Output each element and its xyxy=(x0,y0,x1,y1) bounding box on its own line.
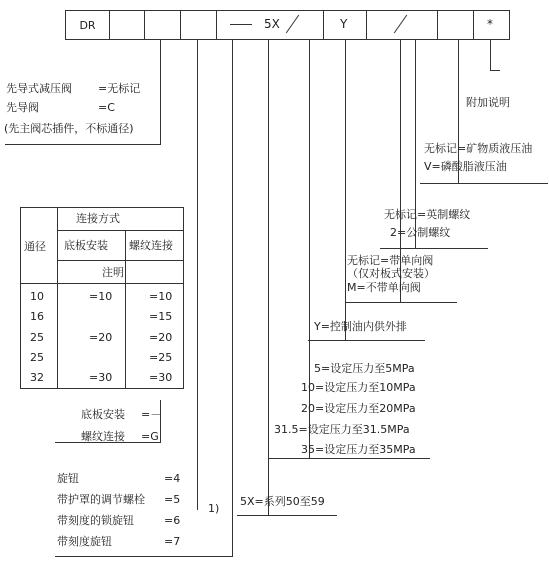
table-note: 注明 xyxy=(102,266,124,279)
code-series-slot: 5X xyxy=(264,17,280,31)
table-border xyxy=(20,283,184,284)
adjustment-label: 带护罩的调节螺栓 xyxy=(57,493,145,506)
pressure-option: 20=设定压力至20MPa xyxy=(301,402,416,415)
table-cell-subplate: =30 xyxy=(89,371,113,384)
table-border xyxy=(57,260,184,261)
code-control-slot: Y xyxy=(340,17,348,31)
leader-line xyxy=(420,183,548,184)
table-cell-size: 10 xyxy=(30,290,44,303)
adjustment-value: =6 xyxy=(164,514,181,527)
fluid-option: V=磷酸脂液压油 xyxy=(424,160,507,173)
check-valve-option: （仅对板式安装） xyxy=(347,267,435,280)
table-cell-thread: =30 xyxy=(149,371,173,384)
table-cell-thread: =25 xyxy=(149,351,173,364)
cell-divider xyxy=(180,10,181,40)
adjustment-label: 带刻度的锁旋钮 xyxy=(57,514,134,527)
leader-line xyxy=(345,40,346,340)
leader-line xyxy=(308,340,425,341)
dash-mark xyxy=(230,24,252,25)
valve-type-value: =C xyxy=(98,101,115,114)
leader-line xyxy=(197,40,198,510)
cell-divider xyxy=(109,10,110,40)
valve-type-label: 先导阀 xyxy=(6,101,39,114)
leader-line xyxy=(309,40,310,458)
pressure-option: 31.5=设定压力至31.5MPa xyxy=(274,423,410,436)
table-col-subplate: 底板安装 xyxy=(64,239,108,252)
leader-line xyxy=(490,40,491,70)
pressure-option: 5=设定压力至5MPa xyxy=(314,362,415,375)
leader-line xyxy=(345,302,457,303)
valve-type-label: 先导式减压阀 xyxy=(6,82,72,95)
table-header-size: 通径 xyxy=(24,240,46,253)
table-col-thread: 螺纹连接 xyxy=(129,239,173,252)
code-cell-prefix xyxy=(65,10,110,40)
cell-divider xyxy=(473,10,474,40)
cell-divider xyxy=(144,10,145,40)
table-border xyxy=(183,207,184,389)
cell-divider xyxy=(366,10,367,40)
code-prefix: DR xyxy=(79,18,96,32)
thread-option: 无标记=英制螺纹 xyxy=(384,208,471,221)
table-cell-thread: =15 xyxy=(149,310,173,323)
table-cell-size: 16 xyxy=(30,310,44,323)
adjustment-value: =4 xyxy=(164,472,181,485)
table-border xyxy=(57,230,184,231)
table-cell-subplate: =20 xyxy=(89,331,113,344)
leader-line xyxy=(268,40,269,515)
table-cell-thread: =20 xyxy=(149,331,173,344)
valve-type-value: =无标记 xyxy=(98,82,141,95)
valve-type-note: (先主阀芯插件，不标通径) xyxy=(4,122,134,135)
series-option: 5X=系列50至59 xyxy=(240,495,325,508)
code-last-slot: * xyxy=(487,17,493,31)
table-border xyxy=(20,207,184,208)
adjustment-label: 带刻度旋钮 xyxy=(57,535,112,548)
pressure-option: 35=设定压力至35MPa xyxy=(301,443,416,456)
adjustment-label: 旋钮 xyxy=(57,472,79,485)
leader-line xyxy=(55,556,233,557)
leader-line xyxy=(490,70,500,71)
cell-divider xyxy=(437,10,438,40)
table-cell-thread: =10 xyxy=(149,290,173,303)
leader-line xyxy=(237,515,337,516)
thread-option: 2=公制螺纹 xyxy=(390,226,451,239)
leader-line xyxy=(160,400,161,442)
mounting-value: =G xyxy=(141,430,159,443)
table-border xyxy=(57,207,58,389)
table-header-connection: 连接方式 xyxy=(76,212,120,225)
leader-line xyxy=(5,144,161,145)
leader-line xyxy=(232,40,233,556)
check-valve-option: 无标记=带单向阀 xyxy=(347,254,434,267)
cell-divider xyxy=(216,10,217,40)
adjustment-value: =5 xyxy=(164,493,181,506)
leader-line xyxy=(160,40,161,144)
table-border xyxy=(125,230,126,389)
leader-line xyxy=(268,458,430,459)
table-cell-size: 32 xyxy=(30,371,44,384)
fluid-option: 无标记=矿物质液压油 xyxy=(424,142,533,155)
pressure-option: 10=设定压力至10MPa xyxy=(301,381,416,394)
check-valve-option: M=不带单向阀 xyxy=(347,281,421,294)
mounting-value: =－ xyxy=(141,408,162,421)
mounting-label: 底板安装 xyxy=(81,408,125,421)
table-border xyxy=(20,207,21,389)
table-cell-size: 25 xyxy=(30,331,44,344)
leader-line xyxy=(380,248,488,249)
table-cell-subplate: =10 xyxy=(89,290,113,303)
additional-notes-label: 附加说明 xyxy=(466,96,510,109)
code-frame xyxy=(65,10,510,40)
cell-divider xyxy=(323,10,324,40)
table-cell-size: 25 xyxy=(30,351,44,364)
footnote-marker: 1) xyxy=(208,502,220,515)
mounting-label: 螺纹连接 xyxy=(81,430,125,443)
adjustment-value: =7 xyxy=(164,535,181,548)
pilot-option: Y=控制油内供外排 xyxy=(314,320,407,333)
table-border xyxy=(20,388,184,389)
